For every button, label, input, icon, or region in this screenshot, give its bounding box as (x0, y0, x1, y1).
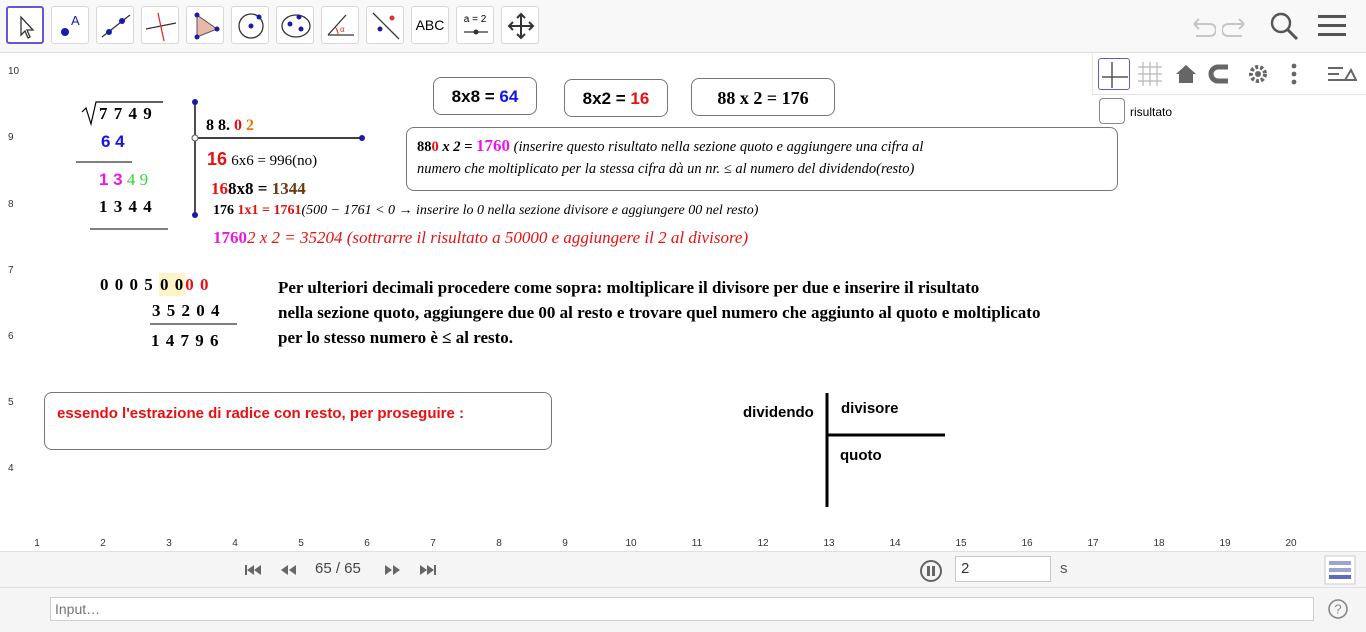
box-880x2-line1 (417, 135, 1117, 158)
x-tick: 20 (1285, 538, 1297, 549)
last-step-icon[interactable] (418, 562, 438, 578)
x-tick: 17 (1087, 538, 1099, 549)
box-880-a: 88 (417, 139, 432, 155)
slider-tool-label: a = 2 (463, 14, 487, 25)
remainder-49: 4 9 (122, 170, 149, 189)
x-tick: 7 (430, 538, 436, 549)
box-880-e: (inserire questo risultato nella sezione quoto e aggiungere una cifra al (510, 139, 924, 155)
x-tick: 2 (100, 538, 106, 549)
x-tick: 5 (298, 538, 304, 549)
help-icon[interactable] (1327, 598, 1349, 620)
trial-line-1760 (213, 228, 748, 248)
y-tick: 8 (8, 199, 14, 210)
algebra-view-icon[interactable] (1324, 555, 1356, 585)
divisor-88: 8 8 (206, 117, 226, 134)
svg-text:A: A (71, 13, 80, 28)
animation-bar (0, 551, 1366, 588)
trial-168-c: = (253, 179, 272, 198)
next-step-icon[interactable] (382, 562, 402, 578)
x-tick: 9 (562, 538, 568, 549)
divisor-0: 0 (234, 117, 242, 134)
x-tick: 1 (34, 538, 40, 549)
x-tick: 14 (889, 538, 901, 549)
root-partial-64: 6 4 (101, 132, 125, 151)
y-tick: 7 (8, 265, 14, 276)
box-880-c: x 2 = (438, 139, 477, 155)
box-88x2: 88 x 2 = 176 (691, 78, 835, 116)
remainder-row (99, 170, 148, 190)
trial-168-d: 1344 (271, 179, 306, 198)
box-8x8 (433, 77, 537, 115)
trial-16: 16 (207, 149, 228, 169)
lower-14796: 1 4 7 9 6 (151, 331, 220, 350)
trial-168-a: 16 (211, 179, 228, 198)
y-tick: 6 (8, 331, 14, 342)
box-8x2-expr: 8x2 = (582, 89, 631, 108)
x-tick: 4 (232, 538, 238, 549)
lower-row-1 (100, 275, 210, 295)
scheme-divisore: divisore (841, 400, 899, 417)
x-tick: 15 (955, 538, 967, 549)
svg-text:α: α (340, 25, 345, 34)
step-counter: 65 / 65 (315, 560, 361, 577)
box-880-d: 1760 (476, 136, 511, 155)
input-field[interactable] (50, 597, 1314, 621)
trial-176-b: 1x1 = 1761 (237, 203, 302, 218)
y-tick: 5 (8, 397, 14, 408)
x-tick: 16 (1021, 538, 1033, 549)
instructions-line-1: Per ulteriori decimali procedere come sopra: moltiplicare il divisore per due e inserire il risultato (278, 278, 980, 297)
box-880x2-line2: numero che moltiplicato per la stessa cifra dà un nr. ≤ al numero del dividendo(resto) (417, 161, 915, 177)
trial-1760-a: 1760 (213, 228, 247, 247)
divisor-dot: . (226, 117, 230, 134)
text-tool-label: ABC (415, 17, 445, 33)
y-tick: 4 (8, 463, 14, 474)
subtraction-1344: 1 3 4 4 (99, 197, 153, 216)
box-8x8-expr: 8x8 = (451, 87, 500, 106)
instructions-paragraph (278, 275, 1040, 350)
previous-step-icon[interactable] (279, 562, 299, 578)
x-tick: 11 (691, 538, 703, 549)
x-tick: 3 (166, 538, 172, 549)
svg-text:?: ? (1334, 601, 1342, 617)
red-note-box: essendo l'estrazione di radice con resto, per proseguire : (44, 392, 552, 450)
x-tick: 6 (364, 538, 370, 549)
radicand: 7 7 4 9 (99, 104, 153, 123)
lower-00-red: 0 0 (185, 275, 210, 294)
trial-16-rest: 6x6 = 996(no) (231, 153, 318, 169)
box-8x2-result: 16 (630, 89, 650, 108)
box-880-b: 0 (431, 139, 439, 155)
box-880x2 (406, 127, 1118, 191)
instructions-line-3: per lo stesso numero è ≤ al resto. (278, 328, 514, 347)
x-tick: 8 (496, 538, 502, 549)
lower-00-highlight: 0 0 (160, 275, 185, 294)
trial-line-176 (213, 203, 758, 219)
scheme-quoto: quoto (840, 447, 882, 464)
x-tick: 13 (823, 538, 835, 549)
lower-0005: 0 0 0 5 (100, 275, 154, 294)
x-tick: 10 (625, 538, 637, 549)
trial-176-c: (500 − 1761 < 0 → inserire lo 0 nella sezione divisore e aggiungere 00 nel resto) (301, 203, 759, 218)
speed-unit: s (1060, 560, 1068, 577)
first-step-icon[interactable] (243, 562, 263, 578)
x-tick: 18 (1153, 538, 1165, 549)
lower-35204: 3 5 2 0 4 (152, 301, 221, 320)
box-8x2 (564, 79, 668, 117)
speed-input[interactable] (955, 556, 1051, 582)
trial-line-16 (207, 149, 317, 170)
trial-168-b: 8x8 (228, 179, 254, 198)
divisor-digits (206, 117, 254, 135)
y-tick: 10 (8, 66, 20, 77)
scheme-dividendo: dividendo (743, 404, 814, 421)
box-8x8-result: 64 (499, 87, 519, 106)
trial-176-a: 176 (213, 203, 234, 218)
instructions-line-2: nella sezione quoto, aggiungere due 00 al resto e trovare quel numero che aggiunto al quoto e moltiplicato (278, 303, 1041, 322)
x-tick: 12 (757, 538, 769, 549)
speed-value: 2 (961, 560, 970, 577)
trial-line-168 (211, 179, 306, 199)
trial-1760-b: 2 x 2 = 35204 (sottrarre il risultato a 50000 e aggiungere il 2 al divisore) (247, 228, 749, 247)
divisor-2: 2 (246, 117, 254, 134)
x-tick: 19 (1219, 538, 1231, 549)
risultato-label: risultato (1130, 105, 1173, 119)
input-bar (0, 587, 1366, 632)
remainder-13: 1 3 (99, 170, 123, 189)
pause-icon[interactable] (919, 559, 943, 583)
y-tick: 9 (8, 132, 14, 143)
